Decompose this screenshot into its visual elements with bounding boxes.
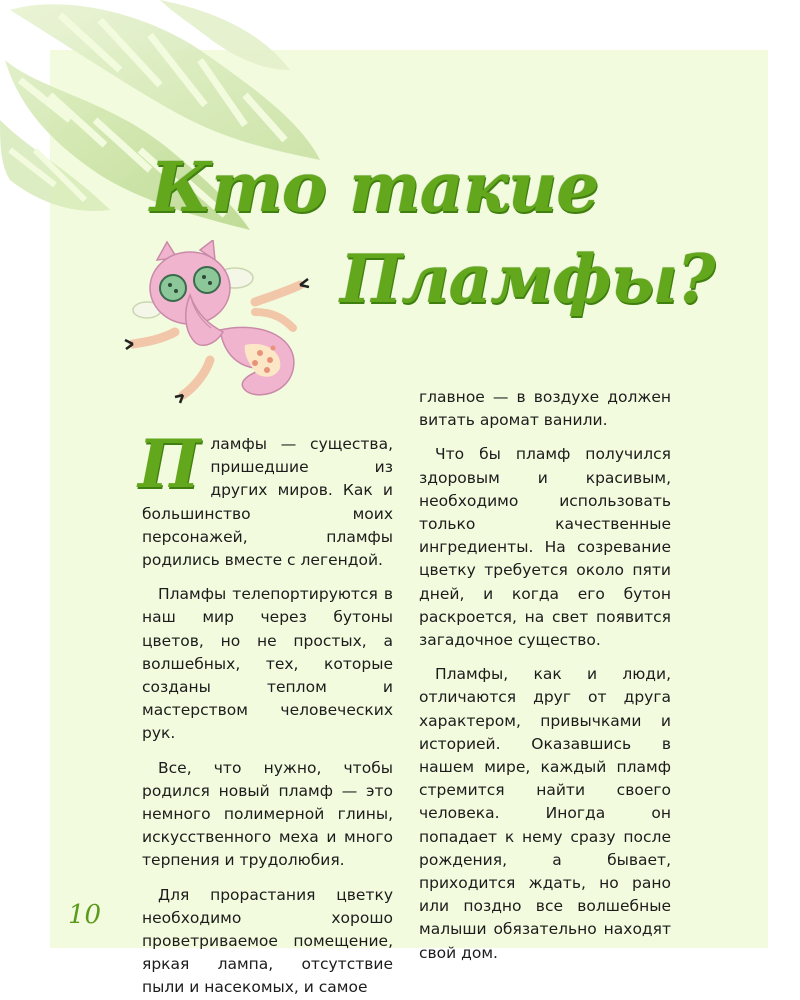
paragraph-4-continued: главное — в воздухе должен витать аромат ванили.: [419, 388, 671, 430]
paragraph-2: Пламфы телепортируются в наш мир через бутоны цветов, но не простых, а волшебных, тех, которые созданы теплом и мастерством человеческих рук.: [142, 585, 393, 743]
paragraph-1-text: ламфы — существа, пришедшие из других миров. Как и большинство моих персонажей, пламфы родились вместе с легендой.: [142, 435, 393, 570]
page-number: 10: [68, 900, 102, 930]
title-line-2: Пламфы?: [340, 240, 715, 318]
paragraph-6: Пламфы, как и люди, отличаются друг от друга характером, привычками и историей. Оказавшись в нашем мире, каждый пламф стремится найти своего человека. Иногда он попадает к нему сразу после рождения, а бывает, приходится ждать, но рано или поздно все волшебные малыши обязательно находят свой дом.: [419, 665, 671, 962]
paragraph-5: Что бы пламф получился здоровым и красивым, необходимо использовать только качественные ингредиенты. На созревание цветку требуется около пяти дней, и когда его бутон раскроется, на свет появится загадочное существо.: [419, 445, 671, 650]
plumf-creature-icon: [115, 240, 315, 410]
paragraph-4: Для прорастания цветку необходимо хорошо проветриваемое помещение, яркая лампа, отсутствие пыли и насекомых, и самое: [142, 885, 393, 997]
paragraph-1: [138, 425, 393, 572]
right-column: [419, 386, 671, 976]
drop-cap: П: [138, 425, 201, 503]
left-column: [138, 425, 393, 1000]
title-line-1: Кто такие: [150, 148, 599, 228]
paragraph-3: Все, что нужно, чтобы родился новый пламф — это немного полимерной глины, искусственного меха и много терпения и трудолюбия.: [142, 758, 393, 870]
